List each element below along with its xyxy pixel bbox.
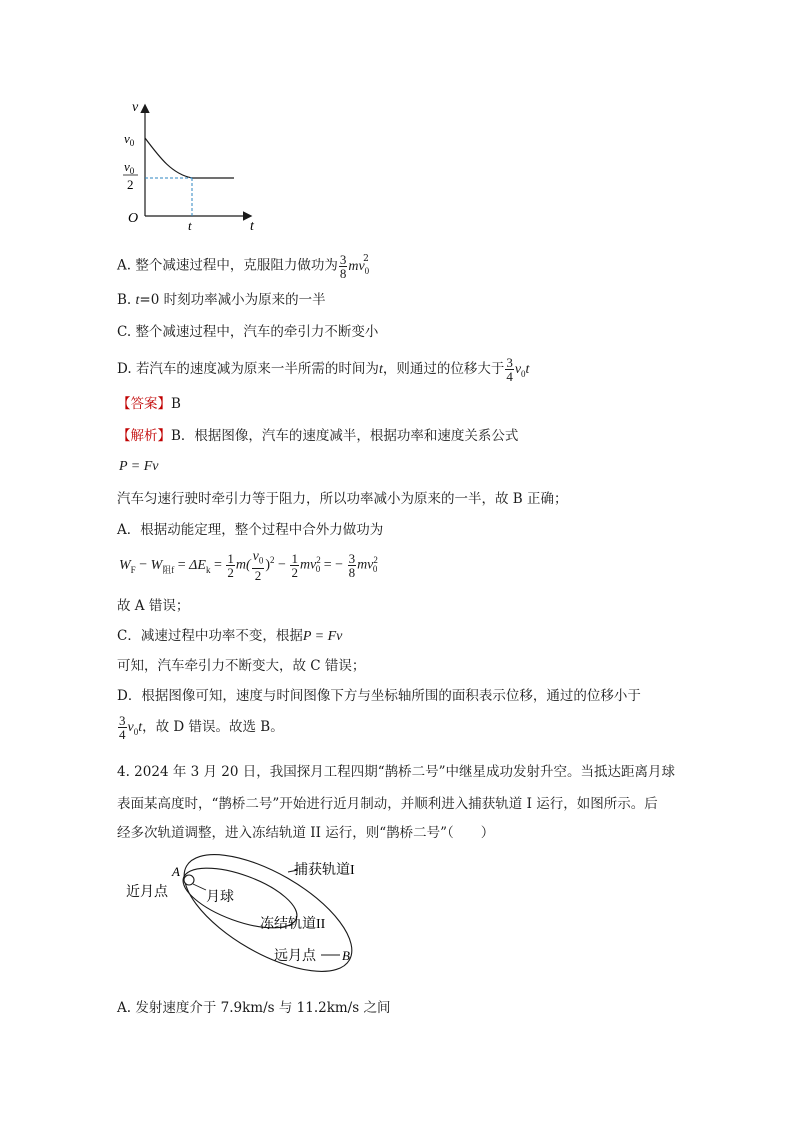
moon-label: 月球 (206, 890, 234, 905)
analysis-line-2: 汽车匀速行驶时牵引力等于阻力，所以功率减小为原来的一半，故 B 正确； (117, 491, 568, 507)
analysis-line-7: D．根据图像可知，速度与时间图像下方与坐标轴所围的面积表示位移，通过的位移小于 (117, 688, 641, 704)
formula-p-fv: P = Fv (119, 459, 159, 474)
q4-line-3: 经多次轨道调整，进入冻结轨道 II 运行，则“鹊桥二号”（ ） (117, 825, 495, 841)
analysis-line-3: A．根据动能定理，整个过程中合外力做功为 (117, 522, 384, 538)
capture-orbit-label: 捕获轨道I (294, 863, 355, 878)
answer-value: B (171, 396, 181, 412)
analysis-line-5: C．减速过程中功率不变，根据P = Fv (117, 628, 343, 644)
analysis-line-1 (117, 426, 518, 446)
answer-tag: 【答案】 (117, 396, 171, 412)
option-b-text: =0 时刻功率减小为原来的一半 (139, 292, 326, 308)
velocity-curve (145, 138, 234, 178)
option-c-text: 整个减速过程中，汽车的牵引力不断变小 (135, 324, 379, 340)
option-a-fraction: $\frac{3}{8}$ (339, 251, 347, 281)
option-d-expr: $v_0t$ (514, 362, 530, 379)
q4-option-a-text: 发射速度介于 7.9km/s 与 11.2km/s 之间 (135, 1000, 391, 1016)
answer-line (117, 394, 181, 414)
moon-circle (184, 875, 194, 885)
option-a-label: A. (117, 257, 132, 274)
moon-leader (193, 884, 206, 890)
analysis-line-8: $\frac{3}{4}$ $v_0t$，故 D 错误。故选 B。 (119, 713, 284, 742)
q4-option-a (117, 998, 390, 1018)
x-axis-label: t (250, 219, 254, 234)
point-b-label: B (342, 948, 350, 963)
velocity-time-graph (110, 96, 270, 236)
half-v0-num: $v_0$ (124, 159, 135, 176)
option-b-label: B. (117, 292, 132, 308)
far-point-label: 远月点 (274, 949, 316, 964)
near-point-label: 近月点 (126, 885, 168, 900)
point-a-label: A (172, 864, 180, 879)
analysis-tag: 【解析】 (117, 428, 171, 444)
option-c (117, 322, 378, 342)
option-d-label: D. (117, 361, 132, 377)
option-a-expr: $mv_0$ (348, 258, 370, 276)
analysis-line-4: 故 A 错误； (117, 598, 190, 614)
half-v0-den: 2 (127, 177, 134, 192)
q4-option-a-label: A. (117, 1000, 132, 1016)
option-b-var: t (135, 293, 140, 308)
q4-line-1: 4. 2024 年 3 月 20 日，我国探月工程四期“鹊桥二号”中继星成功发射升空。当抵达距离月球 (117, 764, 676, 780)
origin-label: O (128, 211, 139, 226)
orbit-diagram (118, 850, 378, 980)
option-d-fraction: $\frac{3}{4}$ (506, 355, 513, 384)
formula-work-energy: $W_F - W_{阻f} = \Delta E_k$ = $\frac{1}{2}$ m( $\frac{v_0}{2}$ )$^2$ − $\frac{1}{2}$ $mv^2_0$ = − $\frac{3}{8}$ $mv^2_0$ (119, 549, 378, 583)
option-b (117, 290, 326, 311)
option-a-text: 整个减速过程中，克服阻力做功为 (135, 257, 338, 274)
t-mark-label: t (188, 218, 192, 233)
y-axis-label: v (132, 100, 139, 115)
option-a: A. 整个减速过程中，克服阻力做功为 $\frac{3}{8}$ $mv_0^2$ (117, 251, 370, 281)
option-d (117, 356, 529, 384)
option-d-tvar: t (378, 362, 383, 377)
q4-line-2: 表面某高度时，“鹊桥二号”开始进行近月制动，并顺利进入捕获轨道 I 运行，如图所示。后 (117, 796, 658, 812)
analysis-text-1: B．根据图像，汽车的速度减半，根据功率和速度关系公式 (171, 428, 519, 444)
option-d-text1: 若汽车的速度减为原来一半所需的时间为 (135, 361, 379, 377)
analysis-line-6: 可知，汽车牵引力不断变大，故 C 错误； (117, 658, 366, 674)
frozen-orbit-label: 冻结轨道II (260, 917, 326, 932)
v0-label: $v_0$ (124, 131, 135, 148)
option-c-label: C. (117, 324, 132, 340)
option-d-text2: ，则通过的位移大于 (382, 361, 505, 377)
